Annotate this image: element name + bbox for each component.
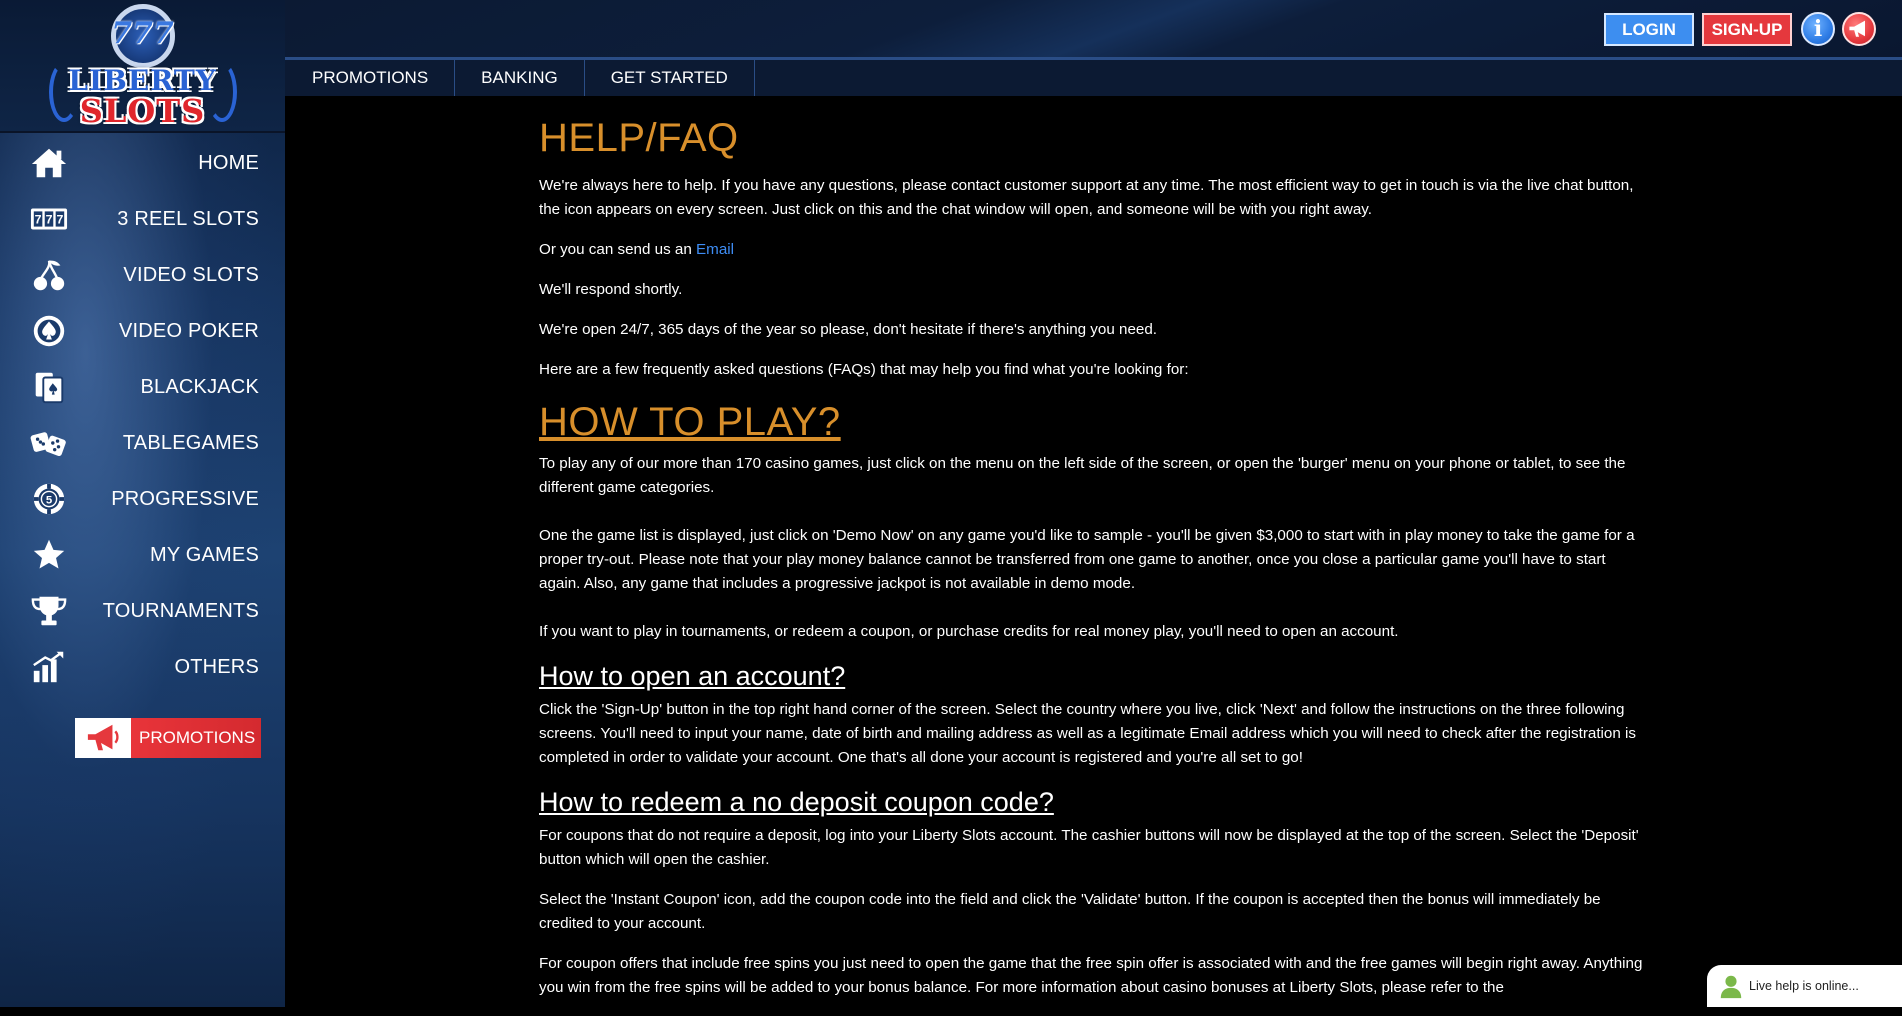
- open-account-heading: How to open an account?: [539, 661, 846, 691]
- signup-button[interactable]: SIGN-UP: [1702, 13, 1792, 46]
- intro-paragraph: We're always here to help. If you have any questions, please contact customer support at any time. The most efficient way to get in touch is via the live chat button, the icon appears on every screen. Just click on this and the chat window will open, and someone will be with you right away.: [539, 177, 1634, 218]
- sidebar-item-label: MY GAMES: [149, 543, 259, 566]
- redeem-paragraph-2: Select the 'Instant Coupon' icon, add the coupon code into the field and click the 'Validate' button. If the coupon is accepted then the bonus will immediately be credited to your account.: [539, 891, 1601, 932]
- svg-text:5: 5: [45, 494, 53, 507]
- subnav-banking[interactable]: BANKING: [455, 60, 585, 96]
- sidebar-item-tournaments[interactable]: [0, 583, 285, 639]
- how-to-play-paragraph-2: One the game list is displayed, just click on 'Demo Now' on any game you'd like to sample - you'll be given $3,000 to start with in play money to take the game for a proper try-out. Please note that your play money balance cannot be transferred from one game to another, once you close a particular game you'll have to start again. Also, any game that includes a progressive jackpot is not available in demo mode.: [539, 527, 1635, 592]
- redeem-paragraph-3: For coupon offers that include free spins you just need to open the game that the free spin offer is associated with and the free games will begin right away. Anything you win from the free spins will be added to your bonus balance. For more information about casino bonuses at Liberty Slots, please refer to the: [539, 955, 1643, 996]
- sidebar-item-video-slots[interactable]: [0, 247, 285, 303]
- spade-chip-icon: [28, 312, 70, 350]
- liberty-slots-logo[interactable]: [43, 2, 243, 130]
- logo-area[interactable]: [0, 0, 285, 133]
- sidebar: [0, 0, 285, 1007]
- dice-icon: [28, 424, 70, 462]
- sidebar-item-3-reel-slots[interactable]: [0, 191, 285, 247]
- logo-sevens: [43, 16, 243, 51]
- main-content: [539, 96, 1651, 1016]
- sidebar-item-label: BLACKJACK: [140, 375, 259, 398]
- sidebar-item-home[interactable]: [0, 135, 285, 191]
- svg-text:7: 7: [45, 212, 53, 227]
- sidebar-item-blackjack[interactable]: [0, 359, 285, 415]
- sidebar-item-label: TOURNAMENTS: [102, 599, 259, 622]
- live-help-widget[interactable]: [1707, 965, 1902, 1007]
- promotions-label: PROMOTIONS: [139, 728, 256, 747]
- page-title: HELP/FAQ: [539, 116, 739, 160]
- cherry-icon: [28, 256, 70, 294]
- star-icon: [28, 536, 70, 574]
- open-hours-paragraph: We're open 24/7, 365 days of the year so please, don't hesitate if there's anything you need.: [539, 321, 1158, 338]
- sidebar-nav: [0, 135, 285, 695]
- logo-sevens-text: 777: [111, 15, 174, 51]
- email-prefix: Or you can send us an: [539, 241, 697, 258]
- logo-text-liberty: LIBERTY: [68, 63, 217, 97]
- open-account-paragraph: Click the 'Sign-Up' button in the top right hand corner of the screen. Select the country where you live, click 'Next' and follow the instructions on the three following screens. You'll need to input your name, date of birth and mailing address as well as a legitimate Email address which you will need to check after the registration is completed in order to validate your account. One that's all done your account is registered and you're all set to go!: [539, 701, 1636, 766]
- chart-icon: [28, 648, 70, 686]
- email-paragraph: [539, 238, 1651, 262]
- sidebar-item-label: PROGRESSIVE: [111, 487, 259, 510]
- sub-navigation: [285, 60, 1902, 96]
- redeem-paragraph-1: For coupons that do not require a deposit, log into your Liberty Slots account. The cashier buttons will now be displayed at the top of the screen. Select the 'Deposit' button which will open the cashier.: [539, 827, 1639, 868]
- sidebar-item-tablegames[interactable]: [0, 415, 285, 471]
- sidebar-promotions-button[interactable]: [75, 718, 261, 758]
- slot-reels-icon: [28, 200, 70, 238]
- live-help-label: Live help is online...: [1749, 979, 1859, 993]
- info-icon[interactable]: i: [1801, 12, 1835, 46]
- faq-intro-paragraph: Here are a few frequently asked questions (FAQs) that may help you find what you're looking for:: [539, 361, 1189, 378]
- redeem-coupon-heading: How to redeem a no deposit coupon code?: [539, 787, 1054, 817]
- trophy-icon: [28, 592, 70, 630]
- login-button[interactable]: LOGIN: [1604, 13, 1694, 46]
- megaphone-icon: [75, 718, 131, 758]
- sidebar-item-label: HOME: [198, 151, 259, 174]
- sidebar-item-others[interactable]: [0, 639, 285, 695]
- home-icon: [28, 144, 70, 182]
- subnav-get-started[interactable]: GET STARTED: [585, 60, 755, 96]
- sidebar-item-video-poker[interactable]: [0, 303, 285, 359]
- how-to-play-heading: HOW TO PLAY?: [539, 400, 841, 444]
- sidebar-item-my-games[interactable]: [0, 527, 285, 583]
- promotions-megaphone-icon[interactable]: [1842, 12, 1876, 46]
- subnav-promotions[interactable]: PROMOTIONS: [285, 60, 455, 96]
- sidebar-item-label: TABLEGAMES: [122, 431, 259, 454]
- svg-text:7: 7: [56, 212, 64, 227]
- sidebar-item-label: VIDEO SLOTS: [123, 263, 259, 286]
- sidebar-item-label: OTHERS: [174, 655, 259, 678]
- email-link[interactable]: Email: [696, 241, 735, 258]
- respond-paragraph: We'll respond shortly.: [539, 281, 683, 298]
- how-to-play-paragraph-1: To play any of our more than 170 casino games, just click on the menu on the left side of the screen, or open the 'burger' menu on your phone or tablet, to see the different game categories.: [539, 455, 1626, 496]
- svg-text:7: 7: [34, 212, 42, 227]
- chip-icon: [28, 480, 70, 518]
- cards-icon: [28, 368, 70, 406]
- logo-text-slots: SLOTS: [79, 91, 206, 130]
- support-agent-icon: [1717, 972, 1745, 1000]
- sidebar-item-progressive[interactable]: [0, 471, 285, 527]
- sidebar-item-label: 3 REEL SLOTS: [117, 207, 259, 230]
- top-bar: [285, 0, 1902, 60]
- sidebar-item-label: VIDEO POKER: [118, 319, 259, 342]
- how-to-play-paragraph-3: If you want to play in tournaments, or redeem a coupon, or purchase credits for real money play, you'll need to open an account.: [539, 623, 1399, 640]
